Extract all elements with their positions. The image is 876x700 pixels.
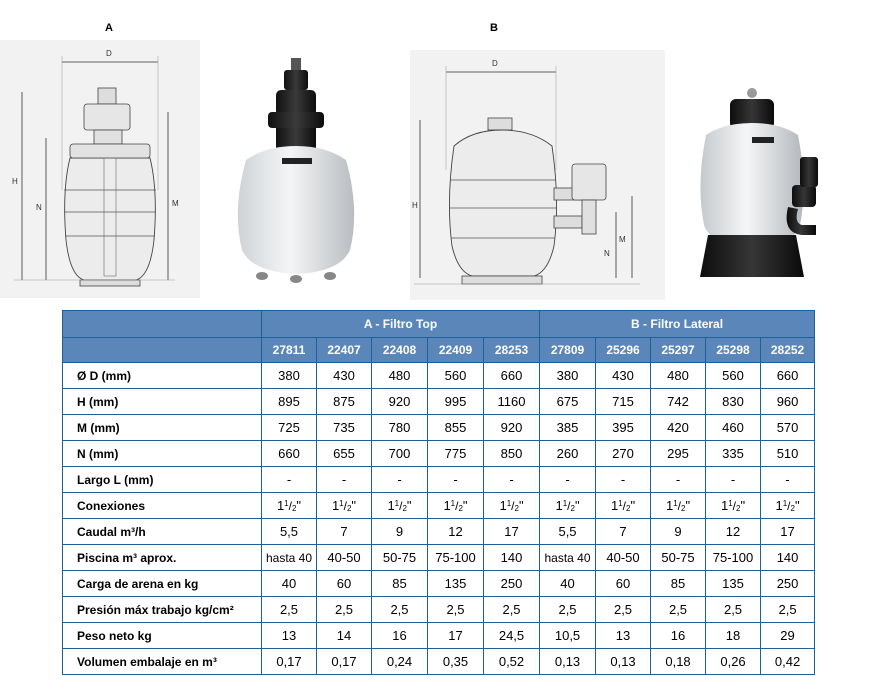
table-row: [63, 571, 815, 597]
dim-m-label: M: [619, 235, 626, 244]
table-cell: 85: [651, 571, 706, 597]
row-label: H (mm): [63, 389, 262, 415]
table-cell: 510: [761, 441, 815, 467]
table-cell: 960: [761, 389, 815, 415]
table-cell: -: [706, 467, 761, 493]
row-label: Volumen embalaje en m³: [63, 649, 262, 675]
dim-n-label: N: [604, 249, 610, 258]
table-cell: 0,52: [484, 649, 540, 675]
table-cell: 895: [262, 389, 317, 415]
table-cell: 2,5: [484, 597, 540, 623]
table-cell: 50-75: [372, 545, 428, 571]
top-filter-image: [218, 50, 373, 285]
table-cell: 16: [372, 623, 428, 649]
table-cell: -: [372, 467, 428, 493]
table-cell: 480: [651, 363, 706, 389]
dim-d-label: D: [106, 49, 112, 58]
table-row: [63, 519, 815, 545]
row-label: Peso neto kg: [63, 623, 262, 649]
table-cell: -: [540, 467, 596, 493]
table-cell: 2,5: [540, 597, 596, 623]
table-cell: $1^1/_2$": [428, 493, 484, 519]
table-cell: 725: [262, 415, 317, 441]
table-row: [63, 623, 815, 649]
table-cell: 135: [428, 571, 484, 597]
table-cell: 260: [540, 441, 596, 467]
table-cell: -: [596, 467, 651, 493]
group-header-top-filter: A - Filtro Top: [262, 311, 540, 338]
table-cell: 9: [372, 519, 428, 545]
table-cell: -: [428, 467, 484, 493]
table-cell: 140: [484, 545, 540, 571]
table-cell: $1^1/_2$": [596, 493, 651, 519]
model-code-header: 25296: [596, 338, 651, 363]
figure-label-a: A: [105, 22, 113, 34]
table-cell: 75-100: [706, 545, 761, 571]
table-cell: 715: [596, 389, 651, 415]
table-cell: 855: [428, 415, 484, 441]
row-label: Largo L (mm): [63, 467, 262, 493]
dim-d-label: D: [492, 59, 498, 68]
dim-h-label: H: [12, 177, 18, 186]
model-code-header: 22409: [428, 338, 484, 363]
table-cell: 850: [484, 441, 540, 467]
table-cell: 570: [761, 415, 815, 441]
table-cell: 775: [428, 441, 484, 467]
table-cell: 9: [651, 519, 706, 545]
table-cell: $1^1/_2$": [761, 493, 815, 519]
table-cell: 660: [761, 363, 815, 389]
table-row: [63, 389, 815, 415]
table-cell: 0,26: [706, 649, 761, 675]
table-cell: 7: [596, 519, 651, 545]
table-cell: 735: [317, 415, 372, 441]
dim-h-label: H: [412, 201, 418, 210]
specifications-table: [62, 310, 815, 675]
table-row: [63, 597, 815, 623]
table-cell: 875: [317, 389, 372, 415]
table-cell: 395: [596, 415, 651, 441]
table-cell: -: [262, 467, 317, 493]
model-code-header: 25297: [651, 338, 706, 363]
table-cell: 2,5: [428, 597, 484, 623]
table-cell: 0,18: [651, 649, 706, 675]
table-cell: 10,5: [540, 623, 596, 649]
table-cell: 920: [372, 389, 428, 415]
table-cell: 2,5: [651, 597, 706, 623]
table-cell: 12: [428, 519, 484, 545]
table-cell: 85: [372, 571, 428, 597]
table-cell: $1^1/_2$": [706, 493, 761, 519]
row-label: Piscina m³ aprox.: [63, 545, 262, 571]
model-code-header: 28252: [761, 338, 815, 363]
table-row: [63, 415, 815, 441]
table-cell: 0,13: [540, 649, 596, 675]
table-cell: 13: [262, 623, 317, 649]
model-code-header: 25298: [706, 338, 761, 363]
table-cell: 135: [706, 571, 761, 597]
table-cell: 0,17: [317, 649, 372, 675]
dim-m-label: M: [172, 199, 179, 208]
table-cell: 24,5: [484, 623, 540, 649]
table-cell: 700: [372, 441, 428, 467]
table-row: [63, 467, 815, 493]
table-cell: 830: [706, 389, 761, 415]
table-cell: 5,5: [262, 519, 317, 545]
table-cell: 660: [262, 441, 317, 467]
row-label: Carga de arena en kg: [63, 571, 262, 597]
table-cell: 560: [706, 363, 761, 389]
table-cell: 335: [706, 441, 761, 467]
table-cell: 17: [428, 623, 484, 649]
table-cell: 50-75: [651, 545, 706, 571]
table-cell: 430: [596, 363, 651, 389]
row-label: Caudal m³/h: [63, 519, 262, 545]
table-cell: 16: [651, 623, 706, 649]
model-code-header: 28253: [484, 338, 540, 363]
table-cell: 17: [484, 519, 540, 545]
table-cell: 0,35: [428, 649, 484, 675]
table-cell: 2,5: [262, 597, 317, 623]
table-cell: -: [484, 467, 540, 493]
side-filter-image: [690, 85, 825, 285]
table-corner-cell: [63, 338, 262, 363]
table-cell: 780: [372, 415, 428, 441]
table-cell: -: [317, 467, 372, 493]
table-cell: $1^1/_2$": [651, 493, 706, 519]
table-cell: 560: [428, 363, 484, 389]
table-cell: 40: [262, 571, 317, 597]
table-row: [63, 363, 815, 389]
table-cell: 0,17: [262, 649, 317, 675]
table-cell: 29: [761, 623, 815, 649]
table-cell: 2,5: [596, 597, 651, 623]
table-cell: 75-100: [428, 545, 484, 571]
table-row: [63, 493, 815, 519]
table-cell: 270: [596, 441, 651, 467]
table-cell: 13: [596, 623, 651, 649]
table-cell: 40-50: [317, 545, 372, 571]
table-cell: $1^1/_2$": [484, 493, 540, 519]
table-cell: 60: [596, 571, 651, 597]
table-cell: 655: [317, 441, 372, 467]
table-cell: $1^1/_2$": [372, 493, 428, 519]
table-cell: 60: [317, 571, 372, 597]
model-code-header: 22407: [317, 338, 372, 363]
table-cell: -: [651, 467, 706, 493]
table-cell: 5,5: [540, 519, 596, 545]
dim-n-label: N: [36, 203, 42, 212]
table-cell: 1160: [484, 389, 540, 415]
table-cell: 742: [651, 389, 706, 415]
row-label: N (mm): [63, 441, 262, 467]
figure-label-b: B: [490, 22, 498, 34]
table-cell: 250: [761, 571, 815, 597]
table-cell: 295: [651, 441, 706, 467]
table-cell: $1^1/_2$": [262, 493, 317, 519]
table-cell: 7: [317, 519, 372, 545]
table-cell: 480: [372, 363, 428, 389]
table-cell: -: [761, 467, 815, 493]
table-cell: 920: [484, 415, 540, 441]
table-cell: 660: [484, 363, 540, 389]
table-cell: hasta 40: [262, 545, 317, 571]
model-code-header: 27811: [262, 338, 317, 363]
table-cell: 40-50: [596, 545, 651, 571]
table-cell: 2,5: [372, 597, 428, 623]
table-corner-cell: [63, 311, 262, 338]
table-row: [63, 545, 815, 571]
table-row: [63, 441, 815, 467]
table-cell: 250: [484, 571, 540, 597]
table-cell: 140: [761, 545, 815, 571]
table-row: [63, 649, 815, 675]
group-header-side-filter: B - Filtro Lateral: [540, 311, 815, 338]
model-code-header: 27809: [540, 338, 596, 363]
table-cell: 675: [540, 389, 596, 415]
table-cell: 0,24: [372, 649, 428, 675]
table-cell: 2,5: [761, 597, 815, 623]
row-label: M (mm): [63, 415, 262, 441]
table-cell: 0,42: [761, 649, 815, 675]
table-cell: 18: [706, 623, 761, 649]
table-cell: 12: [706, 519, 761, 545]
top-filter-technical-drawing: [0, 40, 200, 305]
table-cell: 460: [706, 415, 761, 441]
table-cell: 14: [317, 623, 372, 649]
row-label: Ø D (mm): [63, 363, 262, 389]
table-cell: 380: [262, 363, 317, 389]
table-cell: 2,5: [706, 597, 761, 623]
table-cell: $1^1/_2$": [540, 493, 596, 519]
table-cell: 2,5: [317, 597, 372, 623]
row-label: Presión máx trabajo kg/cm²: [63, 597, 262, 623]
table-cell: 0,13: [596, 649, 651, 675]
table-cell: 380: [540, 363, 596, 389]
table-cell: 420: [651, 415, 706, 441]
model-code-header: 22408: [372, 338, 428, 363]
table-cell: 995: [428, 389, 484, 415]
side-filter-technical-drawing: [410, 50, 665, 305]
table-cell: $1^1/_2$": [317, 493, 372, 519]
table-cell: 385: [540, 415, 596, 441]
table-cell: 430: [317, 363, 372, 389]
table-cell: 40: [540, 571, 596, 597]
table-cell: 17: [761, 519, 815, 545]
row-label: Conexiones: [63, 493, 262, 519]
table-cell: hasta 40: [540, 545, 596, 571]
